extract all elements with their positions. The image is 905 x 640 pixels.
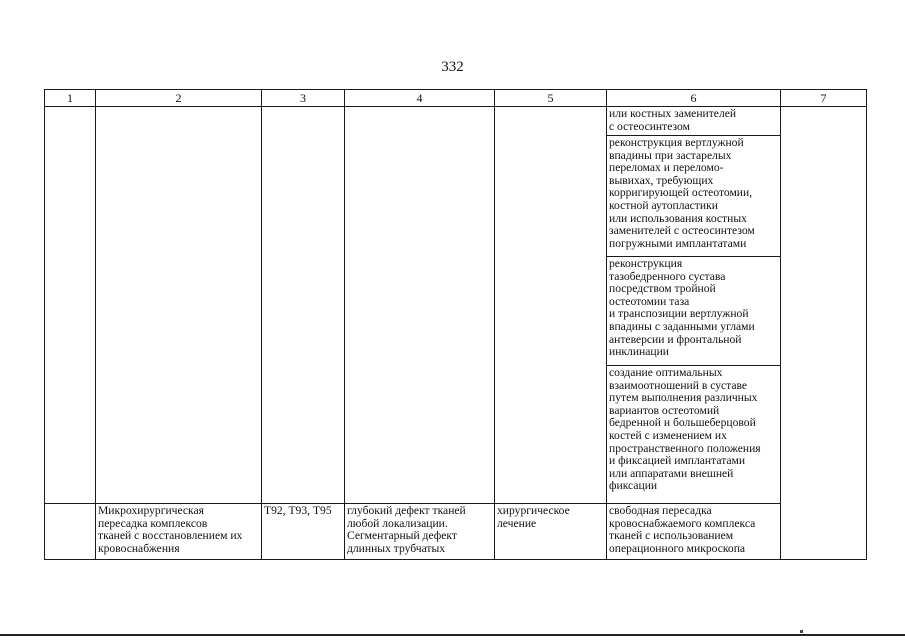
- procedure-line: антеверсии и фронтальной: [609, 332, 742, 346]
- procedure-line: взаимоотношений в суставе: [609, 378, 748, 392]
- table-row: [45, 107, 867, 136]
- cell-line: хирургическое: [497, 504, 570, 517]
- cell-line: любой локализации.: [347, 516, 448, 530]
- header-cell-7: 7: [781, 90, 867, 107]
- table-header-row: [45, 90, 867, 107]
- procedure-line: заменителей с остеосинтезом: [609, 224, 755, 238]
- cell-col1-number: [45, 504, 96, 560]
- procedure-line: путем выполнения различных: [609, 391, 758, 405]
- page-number: 332: [441, 59, 464, 75]
- procedure-line: и транспозиции вертлужной: [609, 307, 749, 321]
- cell-line: операционного микроскопа: [609, 541, 746, 555]
- procedure-line: тазобедренного сустава: [609, 269, 726, 283]
- cell-line: длинных трубчатых: [347, 541, 446, 555]
- procedure-line: корригирующей остеотомии,: [609, 186, 753, 200]
- cell-line: тканей с восстановлением их: [98, 529, 243, 543]
- procedure-line: посредством тройной: [609, 282, 716, 296]
- procedure-cell: [607, 136, 781, 257]
- procedure-line: с остеосинтезом: [609, 119, 690, 133]
- header-cell-2: 2: [96, 90, 262, 107]
- header-cell-3: 3: [262, 90, 345, 107]
- cell-line: лечение: [497, 516, 537, 530]
- cell-line: глубокий дефект тканей: [347, 504, 466, 517]
- medical-procedures-table: [44, 89, 867, 560]
- header-cell-1: 1: [45, 90, 96, 107]
- cell-col1-continued: [45, 107, 96, 504]
- procedure-line: или аппаратами внешней: [609, 466, 734, 480]
- procedure-line: инклинации: [609, 345, 669, 359]
- cell-line: Микрохирургическая: [98, 504, 204, 517]
- cell-col2-continued: [96, 107, 262, 504]
- header-cell-4: 4: [345, 90, 495, 107]
- cell-col5-continued: [495, 107, 607, 504]
- procedure-line: и фиксацией имплантатами: [609, 454, 746, 468]
- cell-col4-continued: [345, 107, 495, 504]
- procedure-line: реконструкция: [609, 257, 683, 270]
- cell-col3-codes: [262, 504, 345, 560]
- procedure-cell: [607, 366, 781, 504]
- procedure-line: остеотомии таза: [609, 294, 690, 308]
- procedure-line: создание оптимальных: [609, 366, 723, 379]
- procedure-line: фиксации: [609, 479, 658, 493]
- scan-bottom-edge: [0, 634, 905, 636]
- procedure-line: реконструкция вертлужной: [609, 136, 744, 149]
- procedure-line: костной аутопластики: [609, 198, 718, 212]
- procedure-cell: [607, 107, 781, 136]
- scan-speck: [800, 630, 803, 633]
- procedure-line: впадины с заданными углами: [609, 319, 755, 333]
- header-cell-5: 5: [495, 90, 607, 107]
- procedure-line: впадины при застарелых: [609, 148, 732, 162]
- cell-line: кровоснабжаемого комплекса: [609, 516, 756, 530]
- procedure-cell: [607, 257, 781, 366]
- cell-line: Т92, Т93, Т95: [264, 504, 332, 517]
- cell-col5-treatment: [495, 504, 607, 560]
- procedure-line: бедренной и большеберцовой: [609, 416, 756, 430]
- procedure-line: погружными имплантатами: [609, 236, 747, 250]
- procedure-line: вариантов остеотомий: [609, 403, 720, 417]
- procedure-line: или костных заменителей: [609, 107, 737, 120]
- cell-line: свободная пересадка: [609, 504, 712, 517]
- cell-col4-diagnosis: [345, 504, 495, 560]
- table-row: [45, 504, 867, 560]
- procedure-line: костей с изменением их: [609, 428, 727, 442]
- header-cell-6: 6: [607, 90, 781, 107]
- procedure-line: переломах и переломо-: [609, 161, 724, 175]
- cell-col7-continued: [781, 107, 867, 560]
- cell-col3-continued: [262, 107, 345, 504]
- cell-line: кровоснабжения: [98, 541, 180, 555]
- cell-col2-procedure-group: [96, 504, 262, 560]
- procedure-line: или использования костных: [609, 211, 747, 225]
- cell-col6-method: [607, 504, 781, 560]
- cell-line: пересадка комплексов: [98, 516, 208, 530]
- cell-line: Сегментарный дефект: [347, 529, 457, 543]
- cell-line: тканей с использованием: [609, 529, 734, 543]
- procedure-line: пространственного положения: [609, 441, 761, 455]
- procedure-line: вывихах, требующих: [609, 173, 714, 187]
